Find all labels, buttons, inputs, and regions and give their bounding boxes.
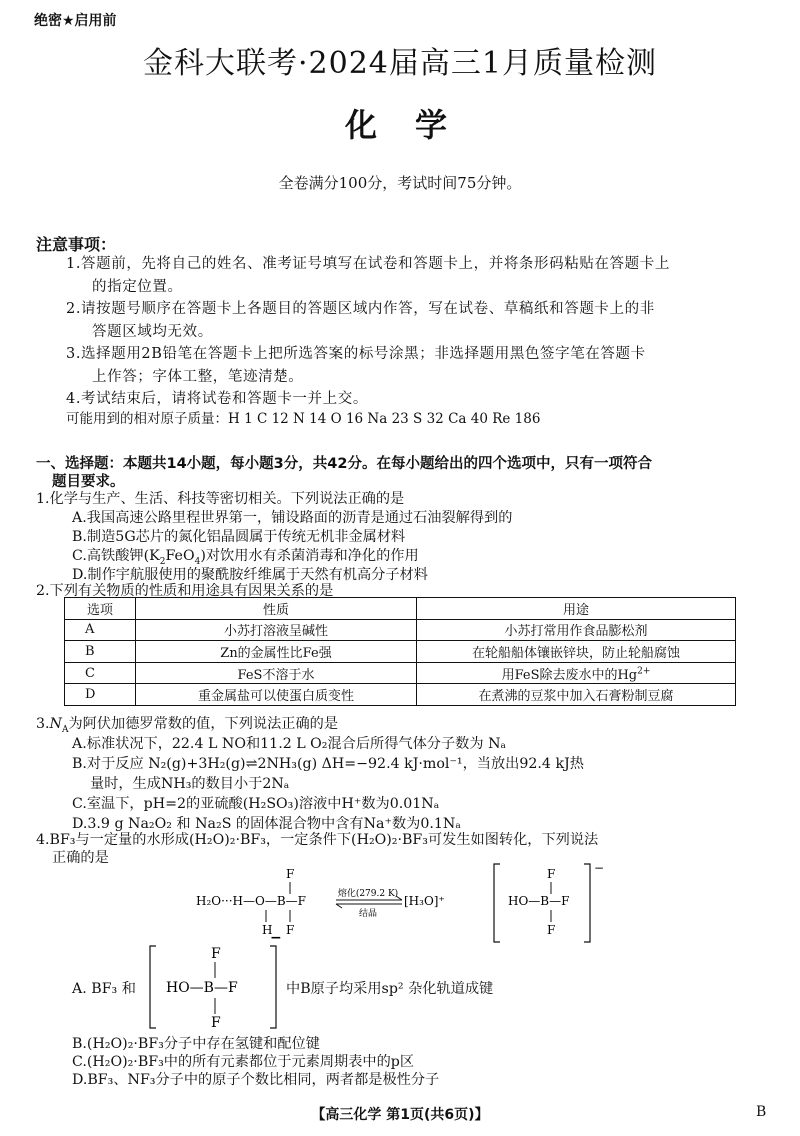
q1-option-a: A.我国高速公路里程世界第一，铺设路面的沥青是通过石油裂解得到的 — [72, 510, 513, 526]
f-bottom-left: F — [286, 923, 295, 937]
table-row — [65, 619, 736, 641]
f-bottom-right: F — [547, 923, 556, 937]
q3-option-b: B.对于反应 N₂(g)+3H₂(g)⇌2NH₃(g) ΔH=−92.4 kJ·mol⁻¹，当放出92.4 kJ热 — [72, 756, 584, 772]
table-cell: 在轮船船体镶嵌锌块，防止轮船腐蚀 — [417, 641, 736, 663]
bracket-right — [270, 946, 276, 1028]
table-cell: C — [65, 662, 136, 684]
table-cell: 小苏打溶液呈碱性 — [136, 619, 417, 641]
notice-line: 3.选择题用2B铅笔在答题卡上把所选答案的标号涂黑；非选择题用黑色签字笔在答题卡 — [66, 346, 646, 362]
q4-stem: 4.BF₃与一定量的水形成(H₂O)₂·BF₃，一定条件下(H₂O)₂·BF₃可发生如图转化，下列说法 — [36, 832, 599, 848]
subject-title: 化学 — [344, 106, 485, 144]
f-bottom: F — [211, 1015, 221, 1031]
option-a-structure — [146, 942, 286, 1032]
q1-stem: 1.化学与生产、生活、科技等密切相关。下列说法正确的是 — [36, 491, 405, 507]
right-formula: HO—B—F — [508, 894, 570, 908]
q3-stem: $3.N_A$为阿伏加德罗常数的值，下列说法正确的是 — [36, 716, 339, 735]
confidential-label: 绝密★启用前 — [34, 13, 117, 29]
q4-option-d: D.BF₃、NF₃分子中的原子个数比相同，两者都是极性分子 — [72, 1072, 440, 1088]
notice-line: 4.考试结束后，请将试卷和答题卡一并上交。 — [66, 391, 368, 407]
arrow-head — [336, 904, 342, 908]
bracket-left — [150, 946, 156, 1028]
q3-option-a: A.标准状况下，22.4 L NO和11.2 L O₂混合后所得气体分子数为 Nₐ — [72, 736, 506, 752]
table-cell: A — [65, 619, 136, 641]
left-formula: H₂O···H—O—B—F — [196, 894, 307, 908]
q4-option-c: C.(H₂O)₂·BF₃中的所有元素都位于元素周期表中的p区 — [72, 1054, 415, 1070]
table-cell: D — [65, 684, 136, 706]
minus-left: − — [270, 930, 282, 946]
option-a-formula: HO—B—F — [166, 980, 238, 996]
q3-option-d: D.3.9 g Na₂O₂ 和 Na₂S 的固体混合物中含有Na⁺数为0.1Nₐ — [72, 816, 461, 832]
notice-line: 1.答题前，先将自己的姓名、准考证号填写在试卷和答题卡上，并将条形码粘贴在答题卡上 — [66, 256, 670, 272]
bracket-right — [584, 864, 590, 942]
table-header-cell: 性质 — [136, 598, 417, 620]
table-cell: 用FeS除去废水中的$Hg^{2+}$ — [417, 662, 736, 684]
table-header-cell: 用途 — [417, 598, 736, 620]
q3-option-c: C.室温下，pH=2的亚硫酸(H₂SO₃)溶液中H⁺数为0.01Nₐ — [72, 796, 440, 812]
atomic-mass-line: 可能用到的相对原子质量：H 1 C 12 N 14 O 16 Na 23 S 32 Ca 40 Re 186 — [66, 411, 541, 427]
version-label: B — [756, 1104, 767, 1120]
hydronium: [H₃O]⁺ — [404, 894, 445, 908]
reaction-diagram — [0, 860, 800, 950]
notice-line: 的指定位置。 — [92, 279, 183, 295]
minus-right: − — [594, 861, 605, 875]
notice-line: 答题区域均无效。 — [92, 324, 213, 340]
table-cell: FeS不溶于水 — [136, 662, 417, 684]
q1-option-d: D.制作宇航服使用的聚酰胺纤维属于天然有机高分子材料 — [72, 567, 428, 583]
q4-option-b: B.(H₂O)₂·BF₃分子中存在氢键和配位键 — [72, 1036, 320, 1052]
q2-table — [64, 597, 736, 706]
q2-stem: 2.下列有关物质的性质和用途具有因果关系的是 — [36, 583, 334, 599]
table-cell: 在煮沸的豆浆中加入石膏粉制豆腐 — [417, 684, 736, 706]
section-heading-cont: 题目要求。 — [52, 474, 125, 490]
q1-option-b: B.制造5G芯片的氮化铝晶圆属于传统无机非金属材料 — [72, 529, 406, 545]
table-cell: Zn的金属性比Fe强 — [136, 641, 417, 663]
q3-option-b-cont: 量时，生成NH₃的数目小于2Nₐ — [90, 776, 290, 792]
q1-option-c: C.高铁酸钾$(K_2FeO_4)$对饮用水有杀菌消毒和净化的作用 — [72, 548, 419, 567]
notice-heading: 注意事项： — [36, 235, 117, 254]
f-top-left: F — [286, 867, 295, 881]
table-row — [65, 684, 736, 706]
bracket-left — [494, 864, 500, 942]
notice-line: 上作答；字体工整，笔迹清楚。 — [92, 369, 304, 385]
table-header-cell: 选项 — [65, 598, 136, 620]
q4-option-a-prefix: A. BF₃ 和 — [72, 981, 136, 997]
page-footer: 【高三化学 第1页(共6页)】 — [311, 1107, 489, 1123]
f-top-right: F — [547, 867, 556, 881]
table-row — [65, 641, 736, 663]
score-time-line: 全卷满分100分，考试时间75分钟。 — [278, 174, 522, 192]
table-row — [65, 662, 736, 684]
table-cell: 重金属盐可以使蛋白质变性 — [136, 684, 417, 706]
exam-title: 金科大联考·2024届高三1月质量检测 — [143, 46, 657, 81]
notice-line: 2.请按题号顺序在答题卡上各题目的答题区域内作答，写在试卷、草稿纸和答题卡上的非 — [66, 301, 655, 317]
arrow-bottom-label: 结晶 — [358, 909, 378, 919]
h-bottom-left: H — [262, 923, 273, 937]
arrow-top-label: 熔化(279.2 K) — [337, 889, 399, 899]
f-top: F — [211, 946, 221, 962]
q4-option-a-suffix: 中B原子均采用sp² 杂化轨道成键 — [286, 981, 494, 997]
table-cell: 小苏打常用作食品膨松剂 — [417, 619, 736, 641]
q4-stem-cont: 正确的是 — [52, 850, 109, 866]
section-heading: 一、选择题：本题共14小题，每小题3分，共42分。在每小题给出的四个选项中，只有一项符合 — [36, 456, 652, 472]
table-header-row — [65, 598, 736, 620]
table-cell: B — [65, 641, 136, 663]
